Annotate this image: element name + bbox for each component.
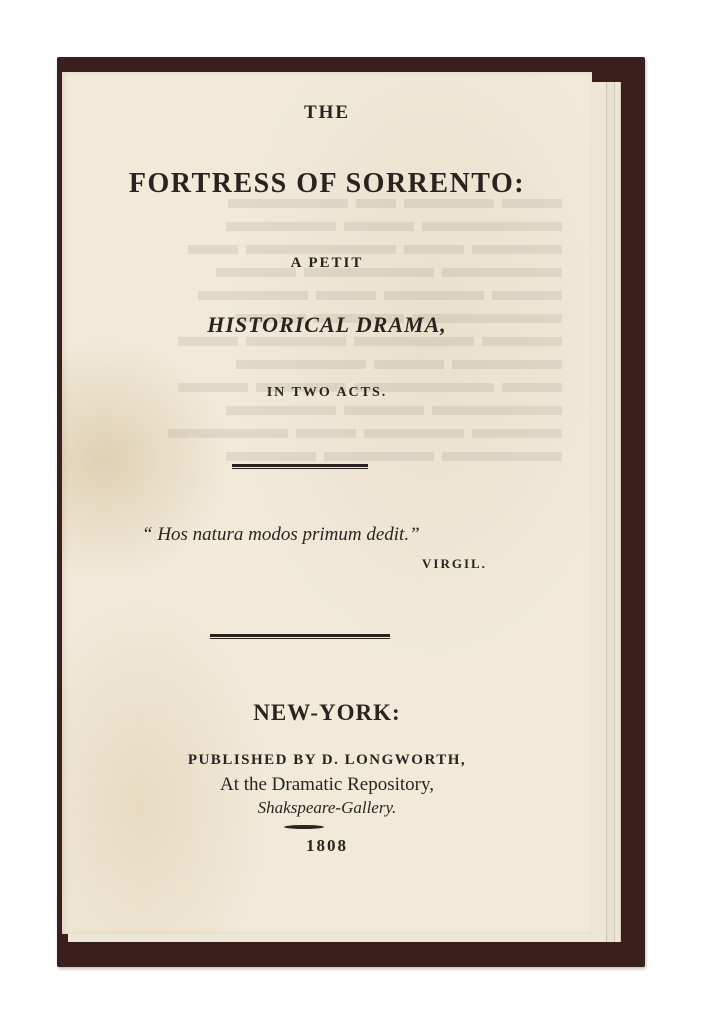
show-through-line xyxy=(92,215,562,238)
subtitle-line-1: A PETIT xyxy=(290,255,364,271)
title-page xyxy=(62,72,592,934)
double-rule-bottom xyxy=(210,634,390,639)
show-through-line xyxy=(92,422,562,445)
ornament-rule xyxy=(284,825,324,829)
imprint-address: At the Dramatic Repository, xyxy=(219,774,435,795)
imprint-year: 1808 xyxy=(306,836,348,855)
imprint-publisher: PUBLISHED BY D. LONGWORTH, xyxy=(187,752,467,768)
epigraph-author: VIRGIL. xyxy=(422,556,487,571)
imprint-city: NEW-YORK: xyxy=(253,700,401,725)
show-through-line xyxy=(92,284,562,307)
title-the: THE xyxy=(303,102,351,123)
epigraph: “ Hos natura modos primum dedit.” xyxy=(142,524,420,545)
subtitle-line-2: HISTORICAL DRAMA, xyxy=(207,312,447,337)
show-through-line xyxy=(92,353,562,376)
show-through-line xyxy=(92,399,562,422)
acts-line: IN TWO ACTS. xyxy=(266,385,388,400)
double-rule-top xyxy=(232,464,368,469)
book-title: FORTRESS OF SORRENTO: xyxy=(128,168,526,199)
imprint-gallery: Shakspeare-Gallery. xyxy=(257,798,397,817)
